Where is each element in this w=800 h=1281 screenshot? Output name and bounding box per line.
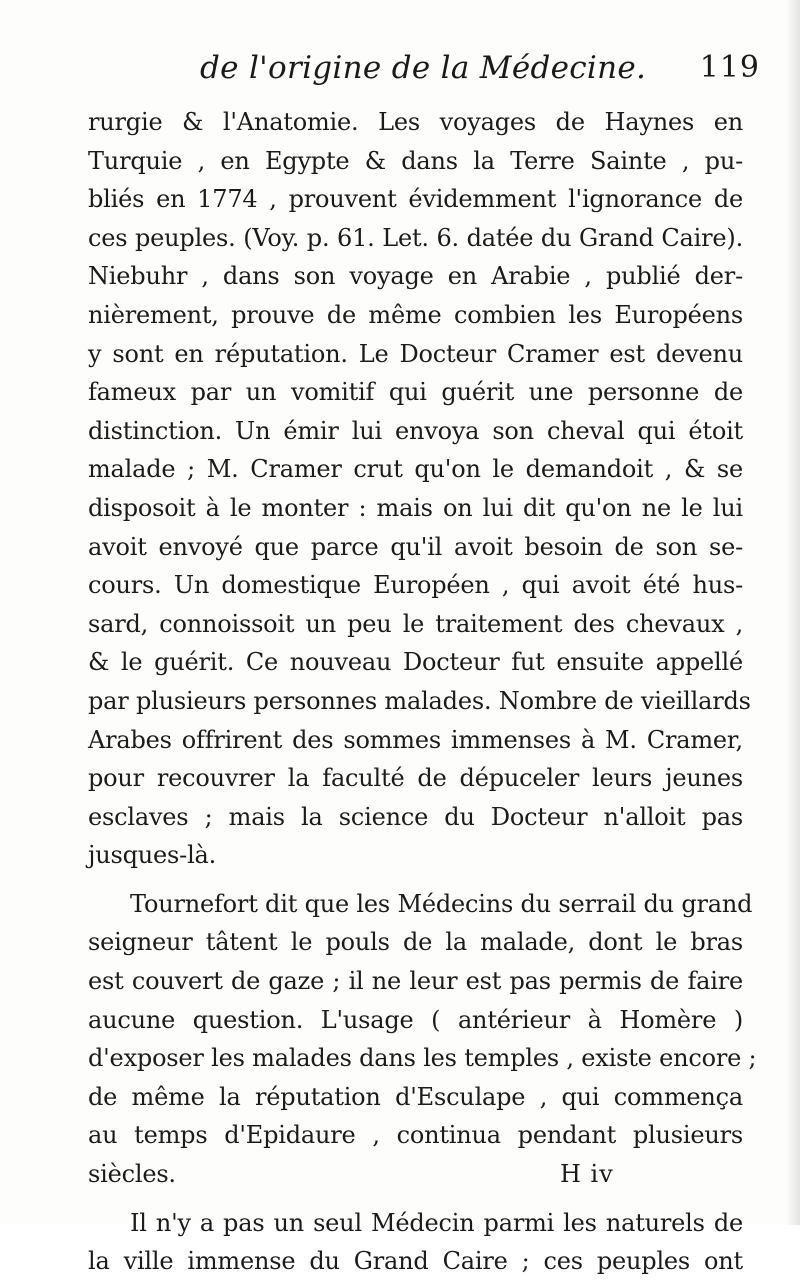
page-number: 119 bbox=[699, 50, 760, 85]
body-text bbox=[88, 103, 757, 1281]
text-line: Tournefort dit que les Médecins du serrail du grand bbox=[130, 889, 753, 918]
running-title: de l'origine de la Médecine. bbox=[200, 50, 647, 86]
text-line: cours. Un domestique Européen , qui avoit été hus- bbox=[88, 571, 743, 600]
text-line: y sont en réputation. Le Docteur Cramer est devenu bbox=[88, 339, 743, 368]
signature-mark: H iv bbox=[560, 1160, 614, 1188]
page-edge-shadow bbox=[786, 0, 800, 1225]
text-line: Niebuhr , dans son voyage en Arabie , publié der- bbox=[88, 262, 743, 291]
text-line: Il n'y a pas un seul Médecin parmi les naturels de bbox=[130, 1208, 743, 1237]
running-head bbox=[200, 50, 760, 96]
text-line: jusques-là. bbox=[88, 841, 217, 870]
text-line: rurgie & l'Anatomie. Les voyages de Haynes en bbox=[88, 108, 743, 136]
text-line: seigneur tâtent le pouls de la malade, dont le bras bbox=[88, 928, 743, 957]
paragraph-gap bbox=[88, 1194, 743, 1204]
text-line: & le guérit. Ce nouveau Docteur fut ensuite appellé bbox=[88, 648, 743, 677]
text-line: Arabes offrirent des sommes immenses à M. Cramer, bbox=[88, 725, 743, 754]
text-line: Turquie , en Egypte & dans la Terre Sainte , pu- bbox=[88, 146, 743, 175]
paragraph-1 bbox=[88, 103, 751, 875]
paragraph-3 bbox=[88, 1204, 743, 1281]
text-line: sard, connoissoit un peu le traitement des chevaux , bbox=[88, 609, 743, 638]
text-line: bliés en 1774 , prouvent évidemment l'ignorance de bbox=[88, 185, 743, 214]
text-line: la ville immense du Grand Caire ; ces peuples ont bbox=[88, 1247, 743, 1276]
text-line: malade ; M. Cramer crut qu'on le demandoit , & se bbox=[88, 455, 743, 484]
text-line: au temps d'Epidaure , continua pendant plusieurs bbox=[88, 1121, 743, 1150]
text-line: esclaves ; mais la science du Docteur n'alloit pas bbox=[88, 802, 743, 831]
text-line: fameux par un vomitif qui guérit une personne de bbox=[88, 378, 743, 407]
text-line: disposoit à le monter : mais on lui dit qu'on ne le lui bbox=[88, 493, 743, 522]
text-line: avoit envoyé que parce qu'il avoit besoin de son se- bbox=[88, 532, 743, 561]
text-line: aucune question. L'usage ( antérieur à Homère ) bbox=[88, 1005, 743, 1034]
text-line: de même la réputation d'Esculape , qui commença bbox=[88, 1082, 743, 1111]
text-line: ces peuples. (Voy. p. 61. Let. 6. datée du Grand Caire). bbox=[88, 223, 743, 252]
text-line: pour recouvrer la faculté de dépuceler leurs jeunes bbox=[88, 764, 743, 793]
text-line: d'exposer les malades dans les temples , existe encore ; bbox=[88, 1044, 757, 1073]
paragraph-gap bbox=[88, 875, 743, 885]
text-line: par plusieurs personnes malades. Nombre de vieillards bbox=[88, 686, 751, 715]
text-line: siècles. bbox=[88, 1160, 176, 1189]
text-line: nièrement, prouve de même combien les Européens bbox=[88, 300, 743, 329]
paragraph-2 bbox=[88, 885, 757, 1194]
text-line: est couvert de gaze ; il ne leur est pas permis de faire bbox=[88, 967, 743, 996]
text-line: distinction. Un émir lui envoya son cheval qui étoit bbox=[88, 416, 743, 445]
